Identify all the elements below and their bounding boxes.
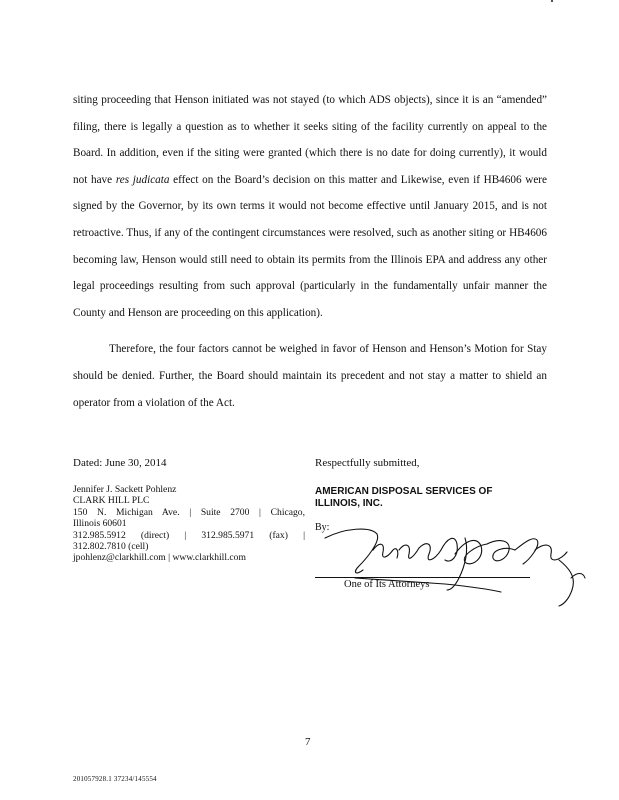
client-name-line2: ILLINOIS, INC.: [315, 498, 383, 509]
handwritten-signature: [315, 520, 595, 610]
paragraph-siting: [73, 87, 547, 326]
by-label: By:: [315, 522, 330, 533]
counsel-block: [73, 484, 305, 564]
paragraph-siting-part1: siting proceeding that Henson initiated was not stayed (to which ADS objects), since it is an “amended” filing, there is legally a question as to whether it seeks siting of the facility currently on appeal to the Board. In addition, even if the siting were granted (which there is no date for doing currently), it would not have: [73, 94, 547, 186]
counsel-contact: jpohlenz@clarkhill.com | www.clarkhill.com: [73, 552, 246, 564]
document-id: 201057928.1 37234/145554: [73, 775, 157, 783]
client-name-line1: AMERICAN DISPOSAL SERVICES OF: [315, 486, 493, 497]
counsel-firm: CLARK HILL PLC: [73, 495, 150, 507]
client-name: [315, 486, 545, 510]
counsel-address-line1: 150 N. Michigan Ave. | Suite 2700 | Chicago,: [73, 506, 305, 518]
paragraph-siting-italic: res judicata: [115, 173, 170, 186]
paragraph-siting-part2: effect on the Board’s decision on this matter and Likewise, even if HB4606 were signed by the Governor, by its own terms it would not become effective until January 2015, and is not retroactive. Thus, if any of the contingent circumstances were resolved, such as another siting or HB4606 becoming law, Henson would still need to obtain its permits from the Illinois EPA and address any other legal proceedings resulting from such approval (particularly in the fundamentally unfair manner the County and Henson are proceeding on this application).: [73, 173, 547, 319]
page-number: 7: [305, 736, 311, 748]
signature-caption: One of Its Attorneys: [344, 579, 430, 590]
counsel-name: Jennifer J. Sackett Pohlenz: [73, 484, 177, 495]
signature-line: [315, 577, 530, 578]
scan-artifact: [551, 0, 553, 2]
counsel-phone-line2: 312.802.7810 (cell): [73, 541, 149, 553]
respectfully-submitted: Respectfully submitted,: [315, 457, 420, 469]
paragraph-conclusion: Therefore, the four factors cannot be weighed in favor of Henson and Henson’s Motion for Stay should be denied. Further, the Board should maintain its precedent and not stay a matter to shield an operator from a violation of the Act.: [73, 343, 547, 409]
counsel-address-line2: Illinois 60601: [73, 518, 127, 530]
body-text: [73, 87, 547, 416]
counsel-phone-line1: 312.985.5912 (direct) | 312.985.5971 (fax) |: [73, 529, 305, 541]
dated-line: Dated: June 30, 2014: [73, 457, 167, 469]
